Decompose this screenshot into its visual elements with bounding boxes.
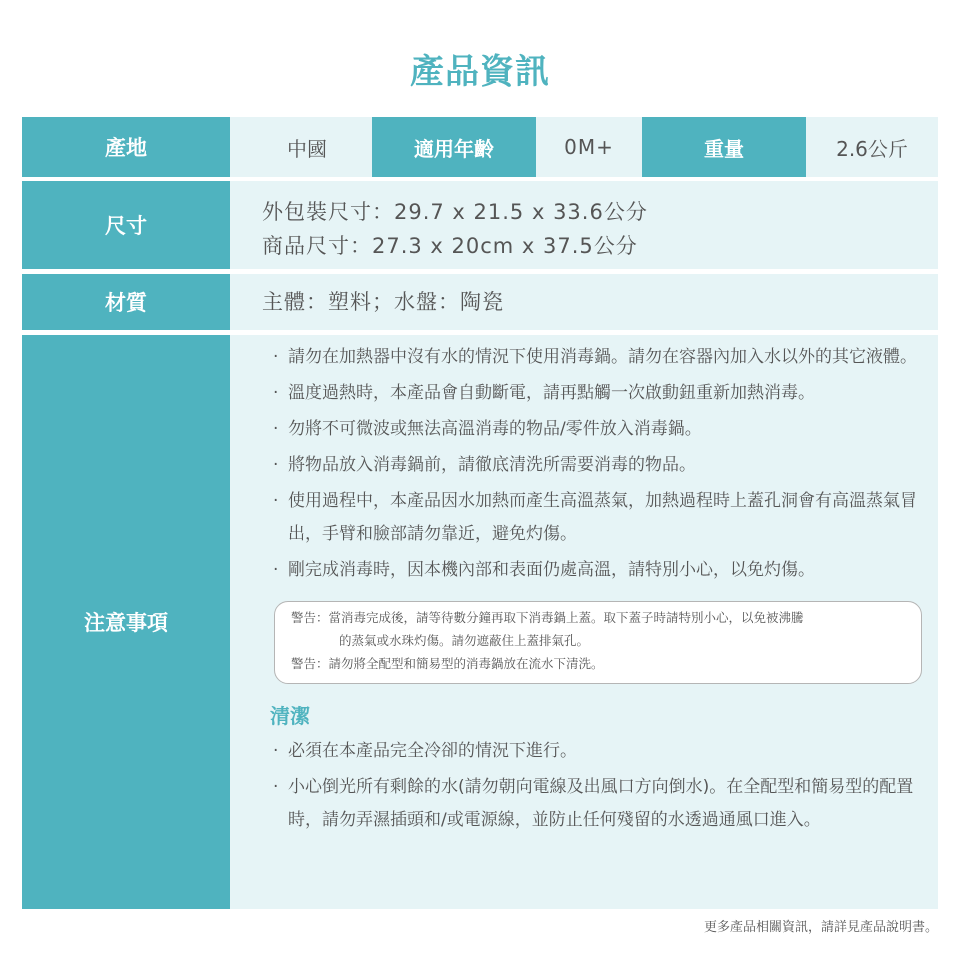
product-size: 商品尺寸：27.3 x 20cm x 37.5公分	[262, 234, 638, 258]
package-size: 外包裝尺寸：29.7 x 21.5 x 33.6公分	[262, 200, 648, 224]
list-item: · 小心倒光所有剩餘的水(請勿朝向電線及出風口方向倒水)。在全配型和簡易型的配置時，請勿弄濕插頭和/或電源線，並防止任何殘留的水透過通風口進入。	[248, 771, 938, 837]
notes-content	[248, 341, 938, 840]
weight-value: 2.6公斤	[836, 136, 908, 161]
list-item: · 使用過程中，本產品因水加熱而產生高溫蒸氣，加熱過程時上蓋孔洞會有高溫蒸氣冒出，手臂和臉部請勿靠近，避免灼傷。	[248, 485, 938, 551]
bullet-icon: ·	[273, 347, 279, 367]
list-item: · 請勿在加熱器中沒有水的情況下使用消毒鍋。請勿在容器內加入水以外的其它液體。	[248, 341, 938, 374]
spec-row-notes	[22, 335, 938, 909]
notes-label: 注意事項	[22, 335, 230, 909]
bullet-icon: ·	[273, 419, 279, 439]
cleaning-list	[248, 735, 938, 837]
page-title: 產品資訊	[410, 52, 550, 92]
list-item: · 溫度過熱時，本產品會自動斷電，請再點觸一次啟動鈕重新加熱消毒。	[248, 377, 938, 410]
list-item: · 必須在本產品完全冷卻的情況下進行。	[248, 735, 938, 768]
notes-list	[248, 341, 938, 587]
size-label: 尺寸	[22, 181, 230, 269]
spec-row-origin-age-weight	[22, 117, 938, 177]
origin-label: 產地	[22, 117, 230, 177]
bullet-icon: ·	[273, 455, 279, 475]
spec-row-size	[22, 181, 938, 269]
bullet-icon: ·	[273, 491, 279, 511]
bullet-icon: ·	[273, 383, 279, 403]
warning-line: 的蒸氣或水珠灼傷。請勿遮蔽住上蓋排氣孔。	[339, 633, 590, 648]
bullet-icon: ·	[273, 777, 279, 797]
size-values	[262, 195, 648, 263]
warning-line: 警告：請勿將全配型和簡易型的消毒鍋放在流水下清洗。	[291, 656, 604, 671]
warning-box	[274, 601, 922, 684]
origin-value: 中國	[287, 136, 327, 161]
age-value: 0M+	[564, 135, 614, 159]
bullet-icon: ·	[273, 560, 279, 580]
age-label: 適用年齡	[372, 117, 536, 177]
footer-note: 更多產品相關資訊，請詳見產品說明書。	[703, 920, 938, 935]
weight-label: 重量	[642, 117, 806, 177]
material-value: 主體：塑料；水盤：陶瓷	[262, 290, 504, 314]
cleaning-heading: 清潔	[270, 704, 310, 728]
spec-row-material	[22, 274, 938, 330]
material-label: 材質	[22, 274, 230, 330]
list-item: · 將物品放入消毒鍋前，請徹底清洗所需要消毒的物品。	[248, 449, 938, 482]
list-item: · 剛完成消毒時，因本機內部和表面仍處高溫，請特別小心，以免灼傷。	[248, 554, 938, 587]
warning-line: 警告：當消毒完成後，請等待數分鐘再取下消毒鍋上蓋。取下蓋子時請特別小心，以免被沸騰	[291, 610, 804, 625]
list-item: · 勿將不可微波或無法高溫消毒的物品/零件放入消毒鍋。	[248, 413, 938, 446]
bullet-icon: ·	[273, 741, 279, 761]
